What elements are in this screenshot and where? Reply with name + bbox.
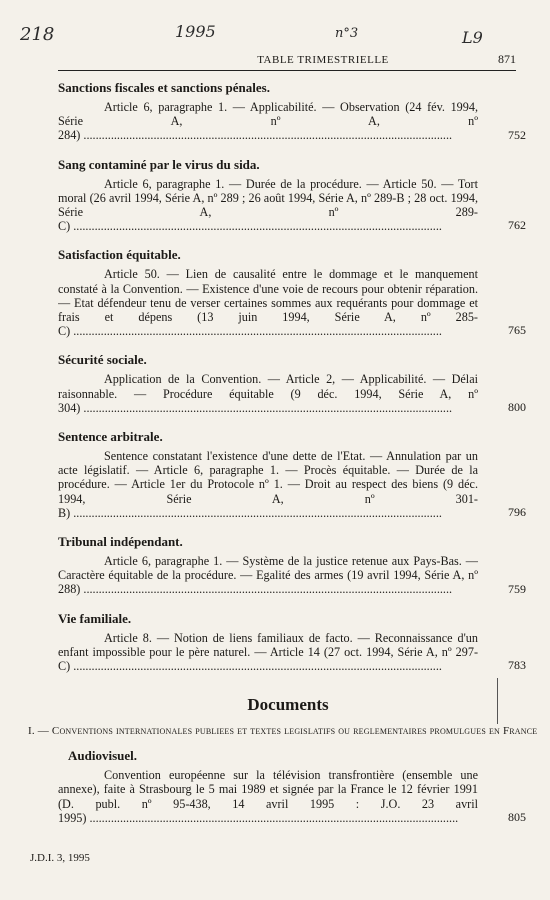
entry-title: Vie familiale.	[58, 610, 132, 626]
entry-page-number: 783	[508, 658, 526, 673]
entry-body	[58, 267, 518, 338]
entry-title: Sécurité sociale.	[58, 352, 147, 368]
entry-page-number: 805	[508, 810, 526, 825]
entry-text: Article 6, paragraphe 1. — Durée de la procédure. — Article 50. — Tort moral (26 avril 1994, Série A, nº 289 ; 26 août 1994, Série A, nº 289-B ; 28 oct. 1994, Série A, nº 289-C) .....	[58, 177, 478, 234]
running-head-title: TABLE TRIMESTRIELLE	[257, 54, 389, 66]
entry-body	[58, 554, 518, 597]
index-content	[28, 80, 538, 839]
margin-mark	[497, 678, 498, 724]
handwritten-note-1: 218	[20, 24, 55, 45]
index-entry	[58, 429, 526, 520]
entry-body	[58, 449, 518, 520]
entry-title: Sang contaminé par le virus du sida.	[58, 156, 260, 172]
audiovisuel-entry	[58, 768, 526, 825]
entry-page-number: 765	[508, 323, 526, 338]
entry-body	[58, 372, 518, 415]
handwritten-note-3: n°3	[335, 26, 359, 41]
index-entry	[58, 247, 526, 339]
entry-text: Article 50. — Lien de causalité entre le dommage et le manquement constaté à la Convention. — Existence d'une voie de recours pour obtenir réparation. — Etat défendeur tenu de verser certaines sommes aux requérants pour dommage et frais et dépens (13 juin 1994, Série A, nº 285-C) .....	[58, 267, 478, 338]
entry-body	[58, 631, 518, 674]
index-entry	[58, 352, 526, 415]
documents-subheading: I. — Conventions internationales publiees et textes legislatifs ou reglementaires promulgues en France	[28, 725, 538, 738]
running-head-page-number: 871	[498, 52, 516, 66]
entry-body	[58, 177, 518, 234]
entry-title: Tribunal indépendant.	[58, 534, 183, 550]
entry-text: Application de la Convention. — Article 2, — Applicabilité. — Délai raisonnable. — Procédure équitable (9 déc. 1994, Série A, nº 304) .....	[58, 372, 478, 415]
running-head	[58, 52, 516, 71]
entry-page-number: 800	[508, 400, 526, 415]
entry-text: Article 6, paragraphe 1. — Applicabilité. — Observation (24 fév. 1994, Série A, nº A, nº 284) .....	[58, 100, 478, 143]
index-entry	[58, 534, 526, 597]
entry-page-number: 796	[508, 505, 526, 520]
handwritten-note-2: 1995	[175, 22, 216, 41]
entry-page-number: 762	[508, 218, 526, 233]
entry-text: Sentence constatant l'existence d'une dette de l'Etat. — Annulation par un acte législatif. — Article 6, paragraphe 1. — Procès équitable. — Durée de la procédure. — Article 1er du Protocole nº 1. — Droit au respect des biens (9 déc. 1994, Série A, nº 301-B) .....	[58, 449, 478, 520]
handwritten-note-4: L9	[462, 28, 483, 47]
audiovisuel-title: Audiovisuel.	[68, 748, 137, 764]
index-entry	[58, 156, 526, 234]
footer: J.D.I. 3, 1995	[30, 852, 90, 864]
entry-body	[58, 768, 518, 825]
entry-title: Sanctions fiscales et sanctions pénales.	[58, 80, 270, 95]
documents-heading: Documents	[247, 695, 329, 715]
entry-text: Convention européenne sur la télévision transfrontière (ensemble une annexe), faite à Strasbourg le 5 mai 1989 et signée par la France le 12 février 1991 (D. publ. nº 95-438, 14 avril 1995 : J.O. 23 avril 1995) .....	[58, 768, 478, 825]
entry-title: Sentence arbitrale.	[58, 429, 163, 445]
entry-text: Article 6, paragraphe 1. — Système de la justice retenue aux Pays-Bas. — Caractère équitable de la procédure. — Egalité des armes (19 avril 1994, Série A, nº 288) .....	[58, 554, 478, 597]
index-entry	[58, 610, 526, 674]
entry-page-number: 752	[508, 127, 526, 142]
entry-title: Satisfaction équitable.	[58, 247, 181, 263]
entry-text: Article 8. — Notion de liens familiaux de facto. — Reconnaissance d'un enfant impossible pour le père naturel. — Article 14 (27 oct. 1994, Série A, nº 297-C) .....	[58, 631, 478, 674]
entry-body	[58, 100, 518, 143]
index-entry	[58, 80, 526, 143]
entry-page-number: 759	[508, 581, 526, 596]
